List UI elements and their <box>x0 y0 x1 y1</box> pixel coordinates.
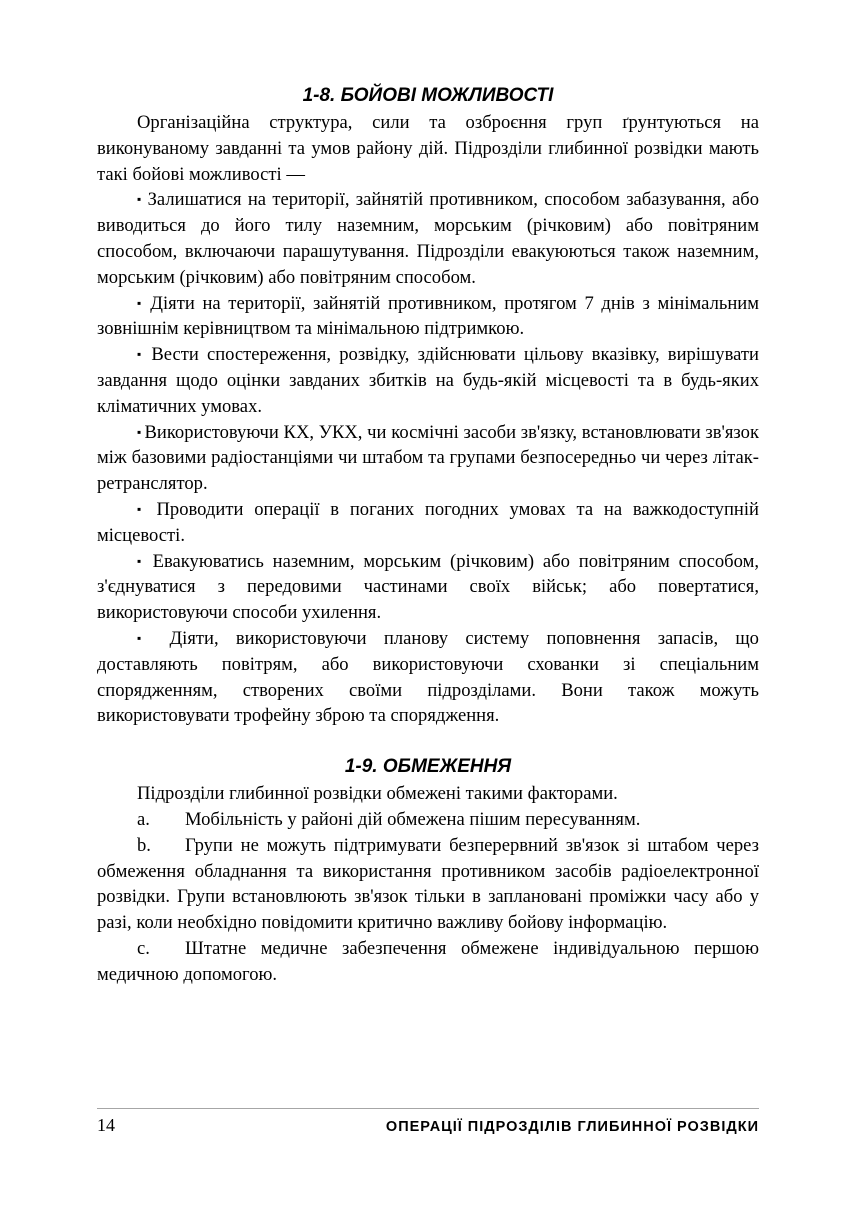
capabilities-intro: Організаційна структура, сили та озброєння груп ґрунтуються на виконуваному завданні та умов району дій. Підрозділи глибинної розвідки мають такі бойові можливості — <box>97 112 759 185</box>
section-heading-limitations: 1-9. ОБМЕЖЕННЯ <box>344 756 512 778</box>
capability-bullet: ▪ Вести спостереження, розвідку, здійснювати цільову вказівку, вирішувати завдання щодо оцінки завданих збитків на будь-якій місцевості та в будь-яких кліматичних умовах. <box>97 342 759 419</box>
section-heading-capabilities: 1-8. БОЙОВІ МОЖЛИВОСТІ <box>302 85 554 106</box>
limitations-intro: Підрозділи глибинної розвідки обмежені такими факторами. <box>137 783 618 805</box>
page-body <box>97 82 759 988</box>
limitation-letter: b. <box>137 834 151 856</box>
capability-bullet: ▪ Проводити операції в поганих погодних умовах та на важкодоступній місцевості. <box>97 497 759 549</box>
limitation-item <box>97 936 759 988</box>
limitation-item <box>97 833 759 936</box>
limitation-text: Групи не можуть підтримувати безперервний зв'язок зі штабом через обмеження обладнання та використання противником засобів радіоелектронної розвідки. Групи встановлюють зв'язок тільки в заплановані проміжки часу або у разі, коли необхідно повідомити критично важливу бойову інформацію. <box>97 834 759 934</box>
page-number: 14 <box>97 1115 115 1135</box>
capability-bullet: ▪ Діяти, використовуючи планову систему поповнення запасів, що доставляють повітрям, або використовуючи схованки зі спеціальним спорядженням, створених своїми підрозділами. Вони також можуть використовувати трофейну зброю та спорядження. <box>97 626 759 729</box>
limitation-letter: a. <box>137 808 150 830</box>
page-footer <box>97 1108 759 1136</box>
limitation-letter: c. <box>137 937 150 959</box>
running-title: ОПЕРАЦІЇ ПІДРОЗДІЛІВ ГЛИБИННОЇ РОЗВІДКИ <box>385 1119 759 1135</box>
limitation-text: Мобільність у районі дій обмежена пішим пересуванням. <box>185 808 641 830</box>
limitation-item <box>97 807 759 833</box>
capability-bullet: ▪ Використовуючи КХ, УКХ, чи космічні засоби зв'язку, встановлювати зв'язок між базовими радіостанціями чи штабом та групами безпосередньо чи через літак-ретранслятор. <box>97 420 759 497</box>
capability-bullet: ▪ Евакуюватись наземним, морським (річковим) або повітряним способом, з'єднуватися з передовими частинами своїх військ; або повертатися, використовуючи способи ухилення. <box>97 549 759 626</box>
capability-bullet: ▪ Залишатися на території, зайнятій противником, способом забазування, або виводиться до його тилу наземним, морським (річковим) або повітряним способом, включаючи парашутування. Підрозділи евакуюються також наземним, морським (річковим) або повітряним способом. <box>97 187 759 290</box>
limitation-text: Штатне медичне забезпечення обмежене індивідуальною першою медичною допомогою. <box>97 937 759 985</box>
capability-bullet: ▪ Діяти на території, зайнятій противником, протягом 7 днів з мінімальним зовнішнім керівництвом та мінімальною підтримкою. <box>97 291 759 343</box>
